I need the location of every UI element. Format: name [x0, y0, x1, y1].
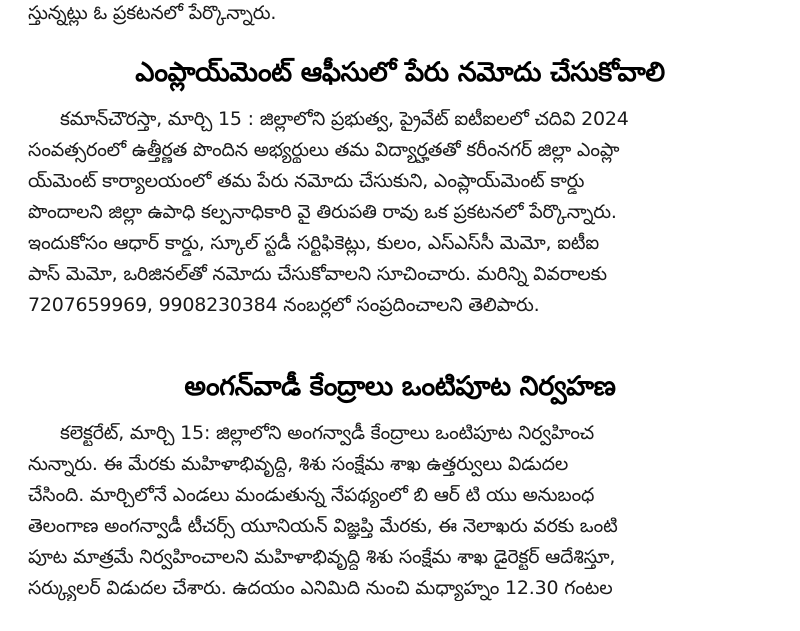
article-2-line: చేసింది. మార్చిలోనే ఎండలు మండుతున్న నేపథ్యంలో బి ఆర్ టి యు అనుబంధ — [28, 484, 595, 506]
article-2-line: తెలంగాణ అంగన్వాడీ టీచర్స్ యూనియన్ విజ్ఞప్తి మేరకు, ఈ నెలాఖరు వరకు ఒంటి — [28, 515, 618, 537]
article-1-headline: ఎంప్లాయ్‌మెంట్ ఆఫీసులో పేరు నమోదు చేసుకోవాలి — [135, 57, 665, 88]
article-1-line: పాస్ మెమో, ఒరిజినల్‌తో నమోదు చేసుకోవాలని సూచించారు. మరిన్ని వివరాలకు — [28, 263, 607, 285]
article-1-line: 7207659969, 9908230384 నంబర్లలో సంప్రదించాలని తెలిపారు. — [28, 294, 540, 316]
article-1-line: సంవత్సరంలో ఉత్తీర్ణత పొందిన అభ్యర్థులు తమ విద్యార్హతతో కరీంనగర్ జిల్లా ఎంప్లా — [28, 139, 620, 161]
article-2-line: కలెక్టరేట్, మార్చి 15: జిల్లాలోని అంగన్వాడీ కేంద్రాలు ఒంటిపూట నిర్వహించ — [60, 422, 595, 444]
article-2-line: పూట మాత్రమే నిర్వహించాలని మహిళాభివృద్ధి శిశు సంక్షేమ శాఖ డైరెక్టర్ ఆదేశిస్తూ, — [28, 546, 616, 568]
article-1-line: య్‌మెంట్ కార్యాలయంలో తమ పేరు నమోదు చేసుకుని, ఎంప్లాయ్‌మెంట్ కార్డు — [28, 170, 585, 192]
article-1-line: కమాన్‌చౌరస్తా, మార్చి 15 : జిల్లాలోని ప్రభుత్వ, ప్రైవేట్ ఐటీఐలలో చదివి 2024 — [60, 108, 629, 130]
article-2-line: నున్నారు. ఈ మేరకు మహిళాభివృద్ధి, శిశు సంక్షేమ శాఖ ఉత్తర్వులు విడుదల — [28, 453, 569, 475]
article-2-line: సర్క్యులర్ విడుదల చేశారు. ఉదయం ఎనిమిది నుంచి మధ్యాహ్నం 12.30 గంటల — [28, 577, 613, 599]
article-1-line: పొందాలని జిల్లా ఉపాధి కల్పనాధికారి వై తిరుపతి రావు ఒక ప్రకటనలో పేర్కొన్నారు. — [28, 201, 617, 223]
article-2-headline: అంగన్‌వాడీ కేంద్రాలు ఒంటిపూట నిర్వహణ — [184, 371, 616, 402]
top-fragment-line: స్తున్నట్లు ఓ ప్రకటనలో పేర్కొన్నారు. — [28, 2, 277, 24]
article-1-line: ఇందుకోసం ఆధార్ కార్డు, స్కూల్ స్టడీ సర్టిఫికెట్లు, కులం, ఎస్‌ఎస్‌సీ మెమో, ఐటీఐ — [28, 232, 599, 254]
